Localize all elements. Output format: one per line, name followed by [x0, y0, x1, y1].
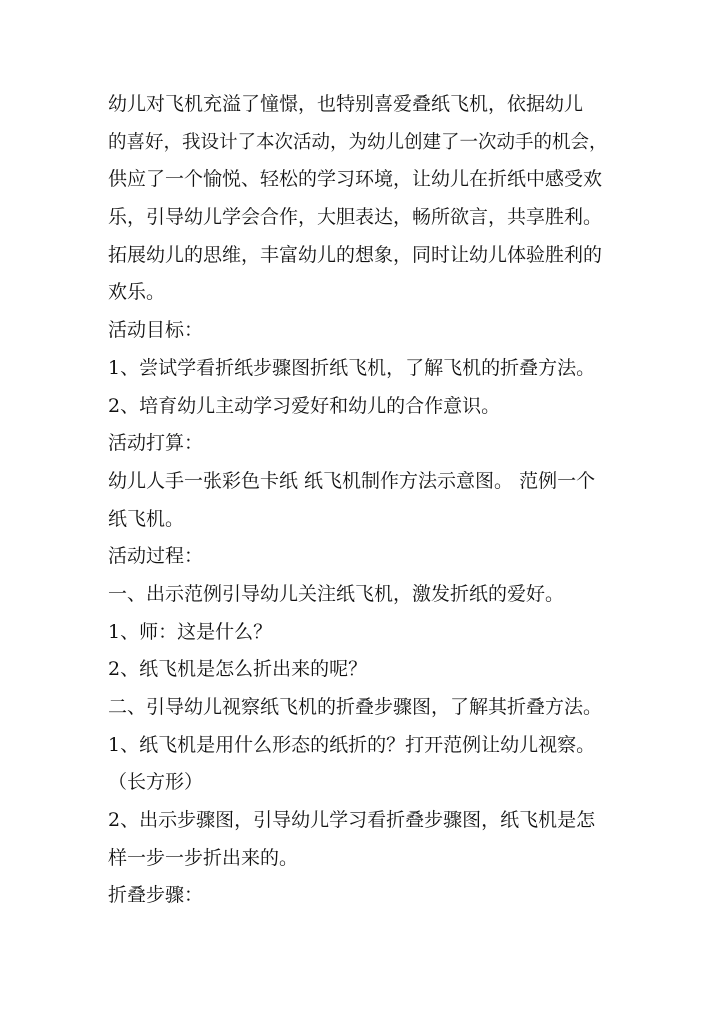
process-step-1-item-2: 2、纸飞机是怎么折出来的呢？ — [108, 658, 368, 681]
goals-heading: 活动目标： — [108, 319, 204, 342]
process-step-2-item-1-cont: （长方形） — [108, 771, 204, 794]
preparation-heading: 活动打算： — [108, 432, 204, 455]
process-step-2-item-2-cont: 样一步一步折出来的。 — [108, 846, 299, 869]
process-step-2-item-2: 2、出示步骤图，引导幼儿学习看折叠步骤图，纸飞机是怎 — [108, 809, 596, 832]
process-step-1-item-1: 1、师：这是什么？ — [108, 620, 273, 643]
process-step-2-item-1: 1、纸飞机是用什么形态的纸折的？打开范例让幼儿视察。 — [108, 733, 596, 756]
goal-item-2: 2、培育幼儿主动学习爱好和幼儿的合作意识。 — [108, 394, 501, 417]
process-step-2: 二、引导幼儿视察纸飞机的折叠步骤图，了解其折叠方法。 — [108, 696, 603, 718]
document-body — [108, 86, 620, 915]
preparation-line-1: 幼儿人手一张彩色卡纸 纸飞机制作方法示意图。 范例一个 — [108, 469, 596, 492]
preparation-line-2: 纸飞机。 — [108, 507, 185, 530]
intro-line-1: 幼儿对飞机充溢了憧憬，也特别喜爱叠纸飞机，依据幼儿 — [108, 93, 584, 115]
intro-line-5: 拓展幼儿的思维，丰富幼儿的想象，同时让幼儿体验胜利的 — [108, 243, 603, 266]
intro-line-3: 供应了一个愉悦、轻松的学习环境，让幼儿在折纸中感受欢 — [108, 168, 603, 191]
intro-line-2: 的喜好，我设计了本次活动，为幼儿创建了一次动手的机会， — [108, 131, 608, 153]
intro-line-6: 欢乐。 — [108, 281, 166, 304]
process-heading: 活动过程： — [108, 545, 204, 568]
process-step-1: 一、出示范例引导幼儿关注纸飞机，激发折纸的爱好。 — [108, 582, 565, 605]
goal-item-1: 1、尝试学看折纸步骤图折纸飞机，了解飞机的折叠方法。 — [108, 356, 596, 379]
folding-steps-heading: 折叠步骤： — [108, 884, 204, 907]
intro-line-4: 乐，引导幼儿学会合作，大胆表达，畅所欲言，共享胜利。 — [108, 206, 603, 229]
